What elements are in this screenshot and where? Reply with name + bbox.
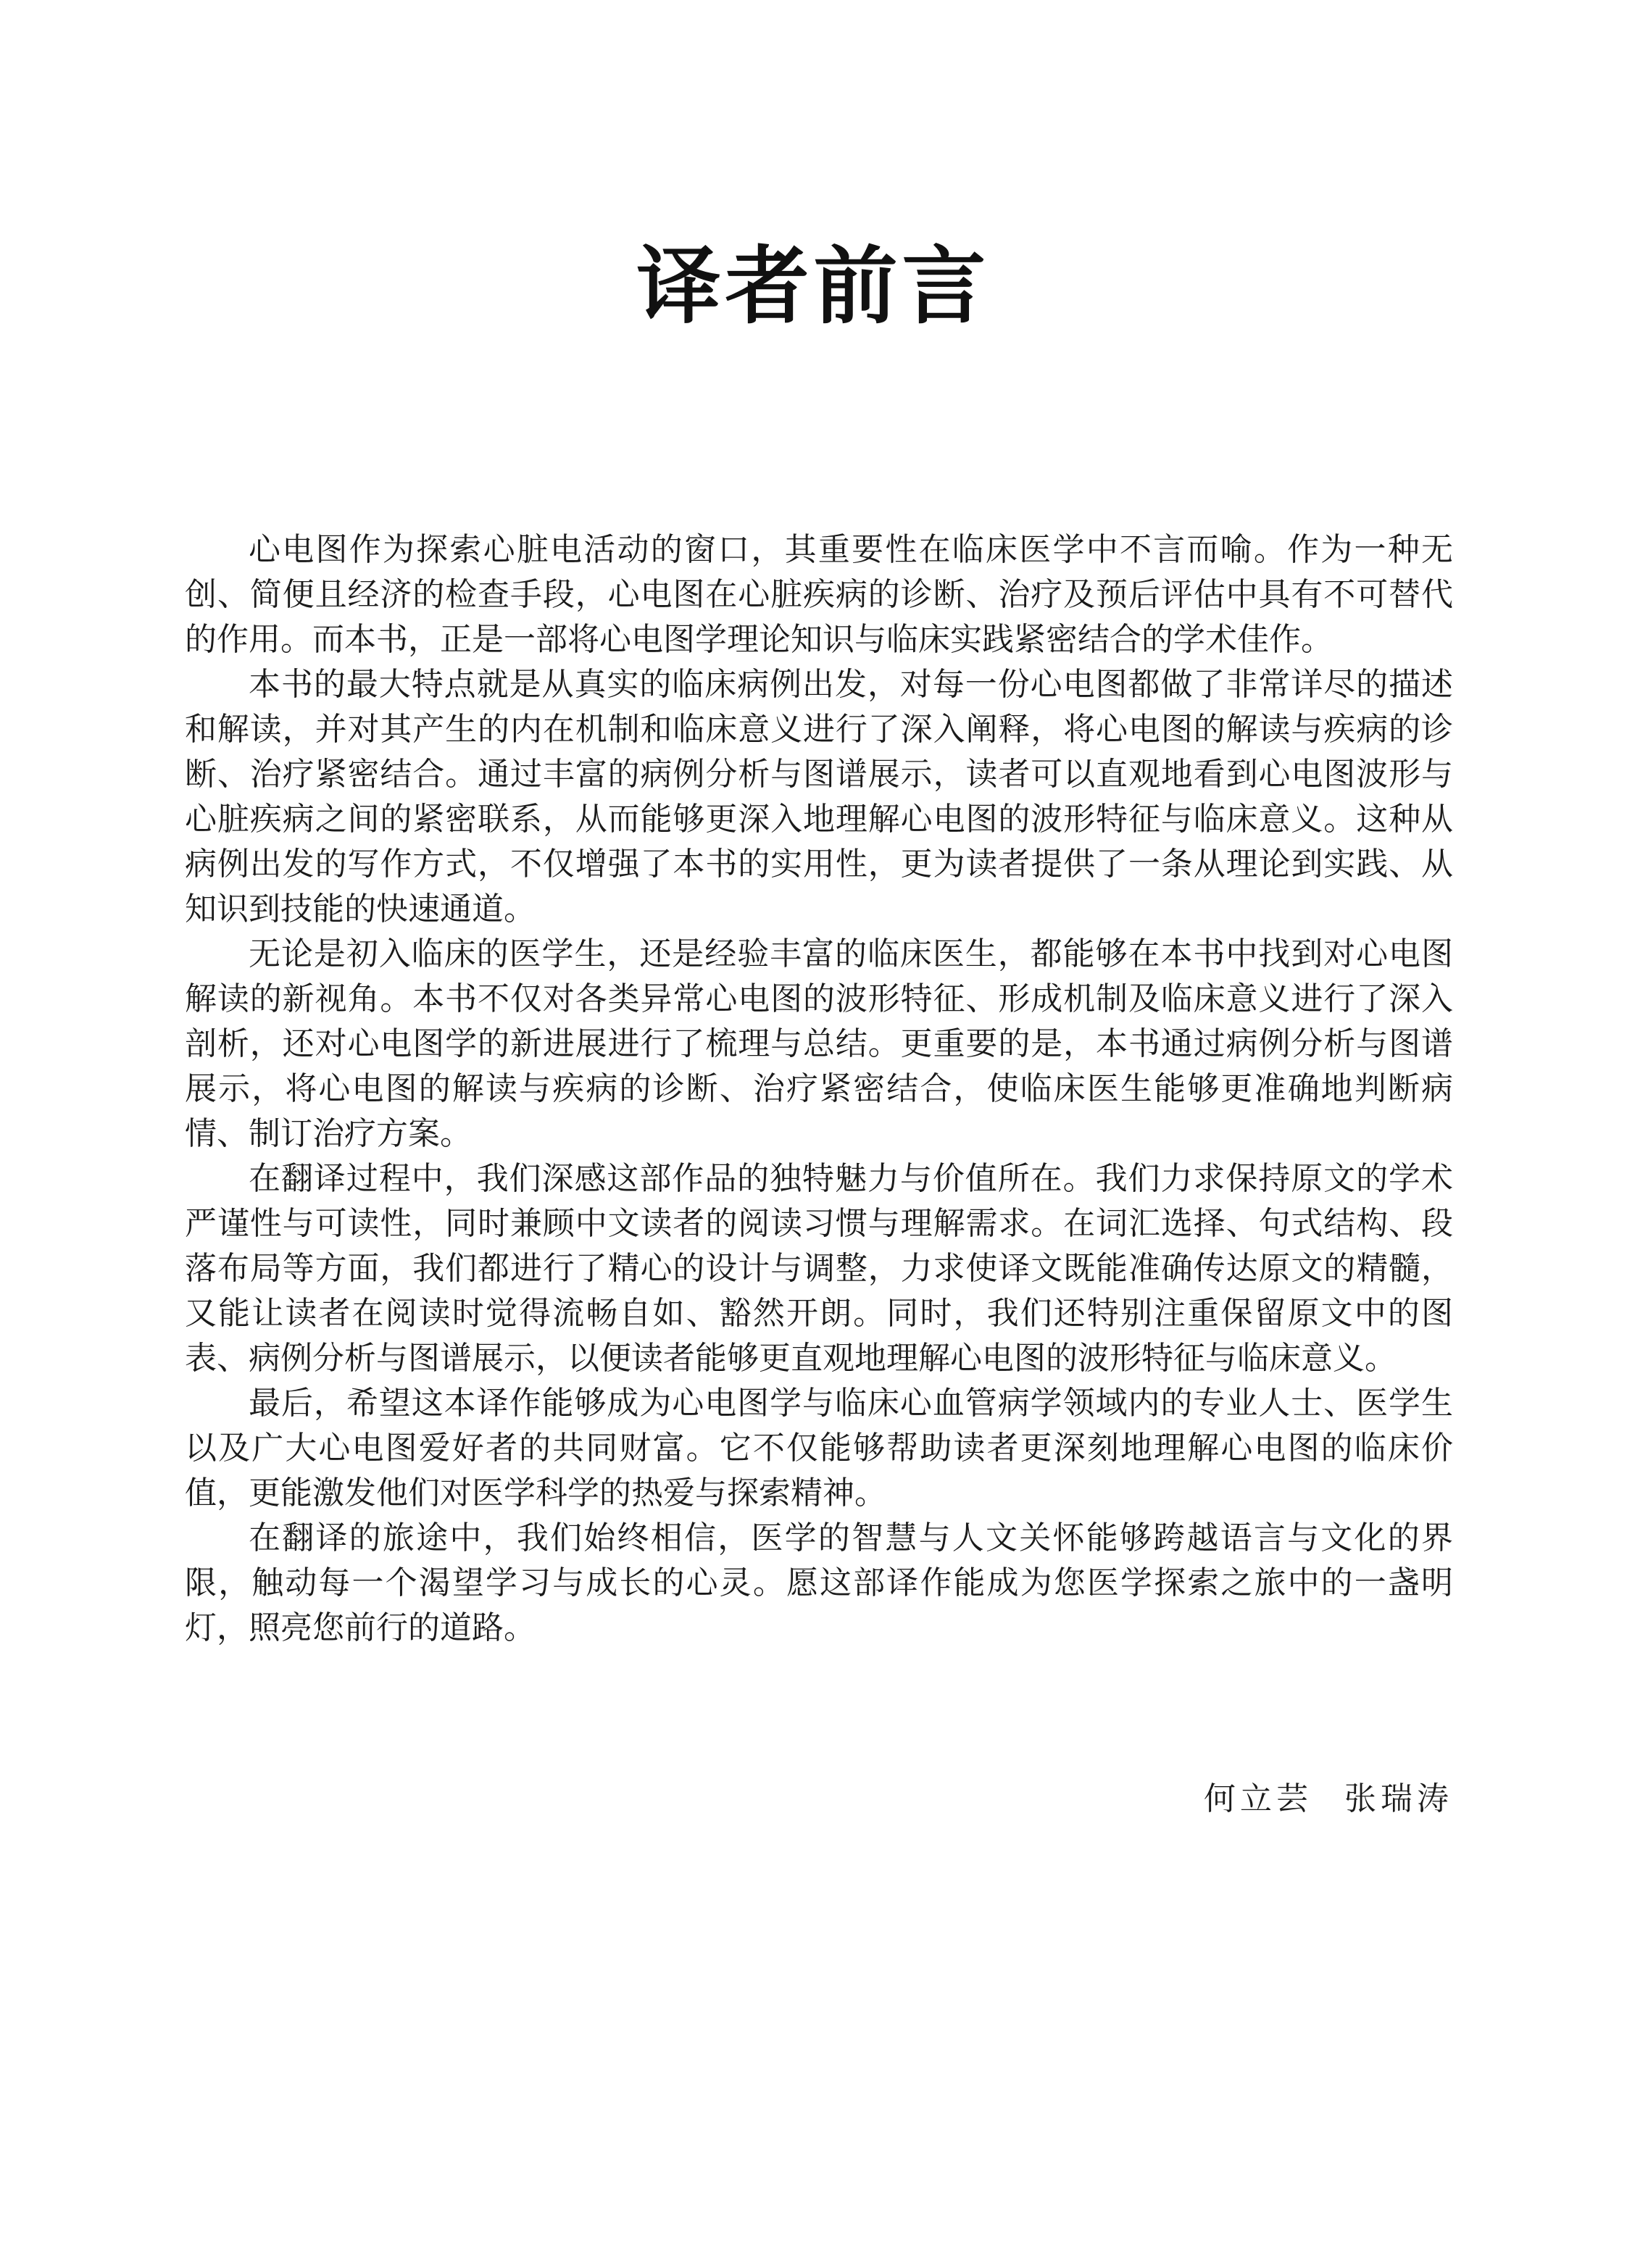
paragraph-5: 最后，希望这本译作能够成为心电图学与临床心血管病学领域内的专业人士、医学生以及广大心电图爱好者的共同财富。它不仅能够帮助读者更深刻地理解心电图的临床价值，更能激发他们对医学科学的热爱与探索精神。	[185, 1385, 1453, 1512]
paragraph-2: 本书的最大特点就是从真实的临床病例出发，对每一份心电图都做了非常详尽的描述和解读，并对其产生的内在机制和临床意义进行了深入阐释，将心电图的解读与疾病的诊断、治疗紧密结合。通过丰富的病例分析与图谱展示，读者可以直观地看到心电图波形与心脏疾病之间的紧密联系，从而能够更深入地理解心电图的波形特征与临床意义。这种从病例出发的写作方式，不仅增强了本书的实用性，更为读者提供了一条从理论到实践、从知识到技能的快速通道。	[185, 666, 1453, 927]
paragraph-1: 心电图作为探索心脏电活动的窗口，其重要性在临床医学中不言而喻。作为一种无创、简便且经济的检查手段，心电图在心脏疾病的诊断、治疗及预后评估中具有不可替代的作用。而本书，正是一部将心电图学理论知识与临床实践紧密结合的学术佳作。	[185, 531, 1453, 658]
translator-signature	[1204, 1777, 1453, 1822]
paragraph-4: 在翻译过程中，我们深感这部作品的独特魅力与价值所在。我们力求保持原文的学术严谨性与可读性，同时兼顾中文读者的阅读习惯与理解需求。在词汇选择、句式结构、段落布局等方面，我们都进行了精心的设计与调整，力求使译文既能准确传达原文的精髓，又能让读者在阅读时觉得流畅自如、豁然开朗。同时，我们还特别注重保留原文中的图表、病例分析与图谱展示，以便读者能够更直观地理解心电图的波形特征与临床意义。	[185, 1160, 1453, 1377]
translator-name-1: 何立芸	[1204, 1780, 1312, 1817]
preface-body	[185, 528, 1453, 1651]
paragraph-3: 无论是初入临床的医学生，还是经验丰富的临床医生，都能够在本书中找到对心电图解读的新视角。本书不仅对各类异常心电图的波形特征、形成机制及临床意义进行了深入剖析，还对心电图学的新进展进行了梳理与总结。更重要的是，本书通过病例分析与图谱展示，将心电图的解读与疾病的诊断、治疗紧密结合，使临床医生能够更准确地判断病情、制订治疗方案。	[185, 935, 1453, 1152]
paragraph-6: 在翻译的旅途中，我们始终相信，医学的智慧与人文关怀能够跨越语言与文化的界限，触动每一个渴望学习与成长的心灵。愿这部译作能成为您医学探索之旅中的一盏明灯，照亮您前行的道路。	[185, 1519, 1453, 1646]
page-title: 译者前言	[636, 237, 991, 335]
translator-name-2: 张瑞涛	[1344, 1780, 1453, 1817]
